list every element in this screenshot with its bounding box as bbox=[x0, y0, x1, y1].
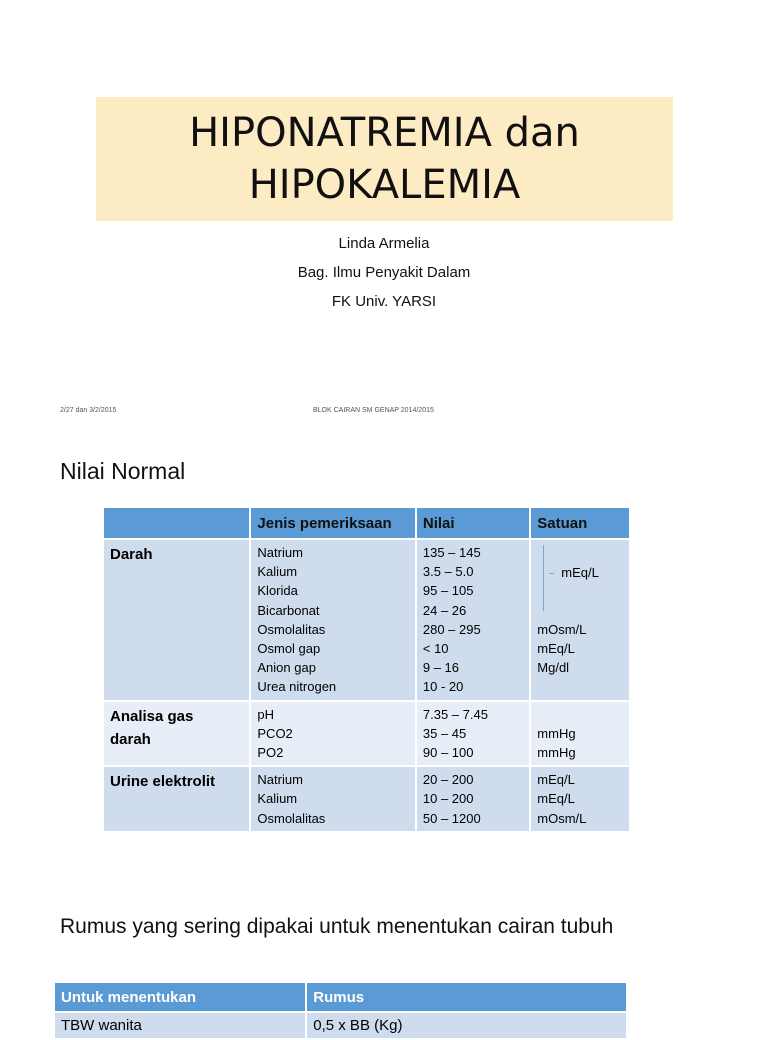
tests-cell: Natrium Kalium Klorida Bicarbonat Osmolalitas Osmol gap Anion gap Urea nitrogen bbox=[250, 539, 415, 701]
units-list: mOsm/L mEq/L Mg/dl bbox=[537, 622, 587, 676]
brace-unit-label: mEq/L bbox=[561, 565, 599, 580]
brace-tick-icon bbox=[549, 573, 554, 574]
category-cell: Urine elektrolit bbox=[103, 766, 250, 832]
table-row-analisa-gas bbox=[103, 701, 630, 767]
header-unit: Satuan bbox=[530, 507, 630, 539]
formula-cell: 0,5 x BB (Kg) bbox=[306, 1012, 627, 1039]
table-row bbox=[54, 1012, 627, 1039]
values-cell: 7.35 – 7.45 35 – 45 90 – 100 bbox=[416, 701, 530, 767]
tests-cell: Natrium Kalium Osmolalitas bbox=[250, 766, 415, 832]
author-name: Linda Armelia bbox=[338, 235, 430, 252]
table-header-row bbox=[103, 507, 630, 539]
title-box bbox=[96, 97, 673, 221]
units-cell: mmHg mmHg bbox=[530, 701, 630, 767]
title-line-2: HIPOKALEMIA bbox=[248, 162, 521, 208]
brace-group bbox=[537, 543, 623, 620]
subtitle-block bbox=[0, 229, 768, 316]
department: Bag. Ilmu Penyakit Dalam bbox=[297, 264, 471, 281]
header-purpose: Untuk menentukan bbox=[54, 982, 306, 1012]
values-cell: 20 – 200 10 – 200 50 – 1200 bbox=[416, 766, 530, 832]
table-header-row bbox=[54, 982, 627, 1012]
category-cell: Analisa gas darah bbox=[103, 701, 250, 767]
section-heading-nilai-normal: Nilai Normal bbox=[60, 458, 186, 484]
brace-icon bbox=[543, 545, 550, 611]
formula-table bbox=[53, 981, 628, 1040]
institution: FK Univ. YARSI bbox=[331, 293, 437, 310]
table-row-urine bbox=[103, 766, 630, 832]
slide-title bbox=[189, 107, 580, 211]
units-cell: mEq/L mEq/L mOsm/L bbox=[530, 766, 630, 832]
title-line-1: HIPONATREMIA dan bbox=[189, 110, 580, 156]
category-cell: Darah bbox=[103, 539, 250, 701]
section-heading-rumus: Rumus yang sering dipakai untuk menentukan cairan tubuh bbox=[60, 915, 614, 938]
values-cell: 135 – 145 3.5 – 5.0 95 – 105 24 – 26 280 – 295 < 10 9 – 16 10 - 20 bbox=[416, 539, 530, 701]
header-test: Jenis pemeriksaan bbox=[250, 507, 415, 539]
footer-date: 2/27 dan 3/2/2015 bbox=[60, 407, 117, 414]
footer-course: BLOK CAIRAN SM GENAP 2014/2015 bbox=[313, 407, 434, 414]
table-row-darah bbox=[103, 539, 630, 701]
header-formula: Rumus bbox=[306, 982, 627, 1012]
header-category bbox=[103, 507, 250, 539]
tests-cell: pH PCO2 PO2 bbox=[250, 701, 415, 767]
units-cell bbox=[530, 539, 630, 701]
normal-values-table bbox=[102, 506, 631, 833]
purpose-cell: TBW wanita bbox=[54, 1012, 306, 1039]
header-value: Nilai bbox=[416, 507, 530, 539]
